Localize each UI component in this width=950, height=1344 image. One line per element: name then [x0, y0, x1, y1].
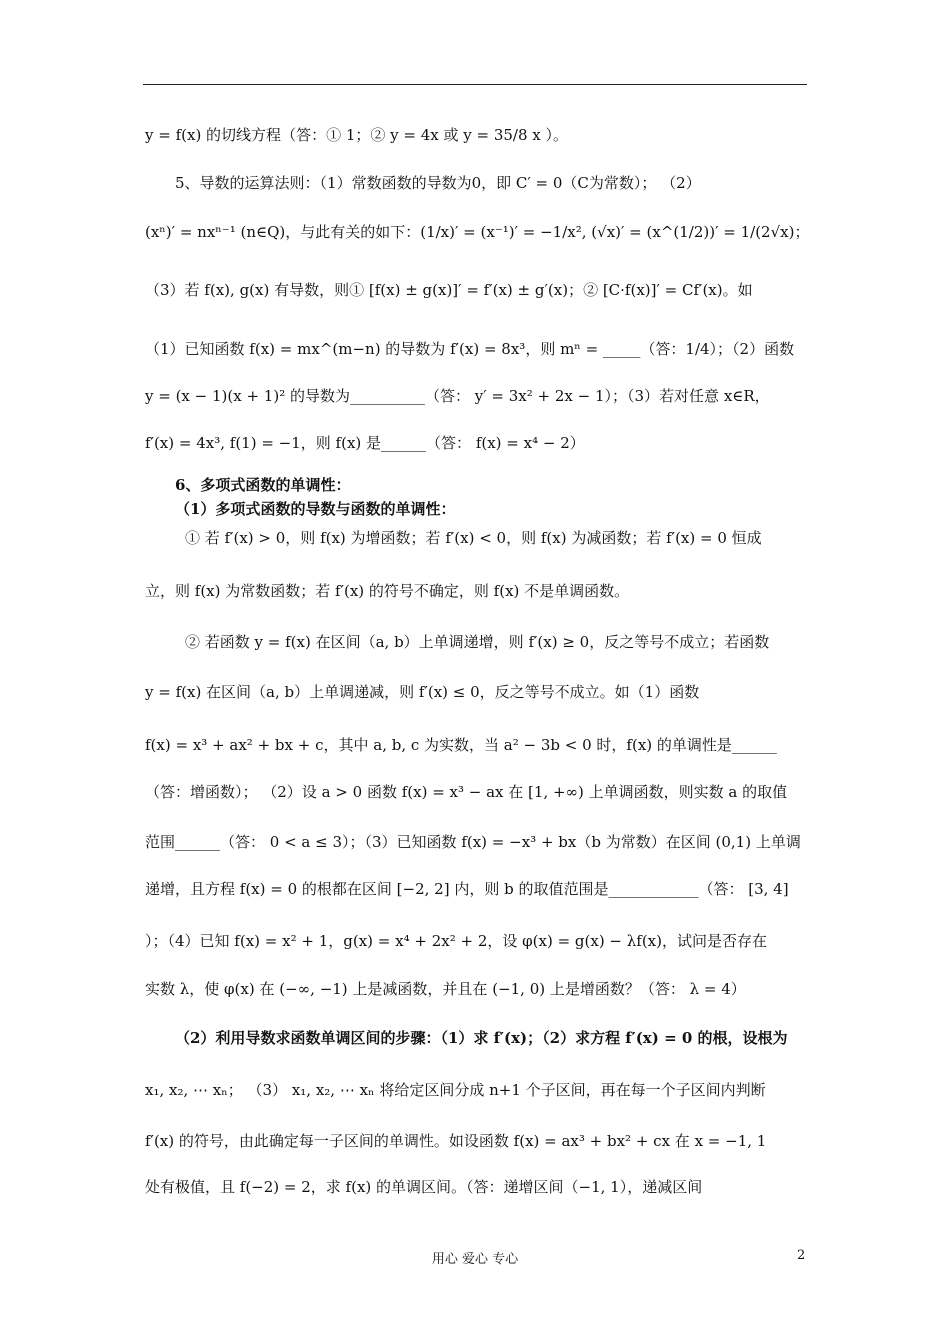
text-line: 处有极值，且 f(−2) = 2，求 f(x) 的单调区间。（答：递增区间（−1, 1），递减区间 [145, 1178, 703, 1196]
text-line: 5、导数的运算法则：（1）常数函数的导数为0，即 C′ = 0（C为常数）； （2） [175, 174, 701, 192]
subsection-heading: （2）利用导数求函数单调区间的步骤：（1）求 f′(x)；（2）求方程 f′(x) = 0 的根，设根为 [175, 1029, 788, 1047]
header-rule [143, 84, 807, 85]
subsection-heading: （1）多项式函数的导数与函数的单调性： [175, 500, 456, 518]
text-line: 递增，且方程 f(x) = 0 的根都在区间 [−2, 2] 内，则 b 的取值范围是____________（答： [3, 4] [145, 880, 789, 898]
text-line: （答：增函数）； （2）设 a > 0 函数 f(x) = x³ − ax 在 [1, +∞) 上单调函数，则实数 a 的取值 [145, 783, 788, 801]
text-line: 实数 λ，使 φ(x) 在 (−∞, −1) 上是减函数，并且在 (−1, 0) 上是增函数？（答： λ = 4） [145, 980, 746, 998]
text-line: y = f(x) 的切线方程（答：① 1；② y = 4x 或 y = 35/8 x ）。 [145, 126, 569, 144]
text-line: ① 若 f′(x) > 0，则 f(x) 为增函数；若 f′(x) < 0，则 f(x) 为减函数；若 f′(x) = 0 恒成 [185, 529, 762, 547]
text-line: x₁, x₂, ⋯ xₙ； （3） x₁, x₂, ⋯ xₙ 将给定区间分成 n+1 个子区间，再在每一个子区间内判断 [145, 1081, 766, 1099]
text-line: f′(x) 的符号，由此确定每一子区间的单调性。如设函数 f(x) = ax³ + bx² + cx 在 x = −1, 1 [145, 1132, 767, 1150]
page-footer: 用心 爱心 专心 [431, 1252, 519, 1267]
text-line: y = (x − 1)(x + 1)² 的导数为__________（答： y′ = 3x² + 2x − 1）；（3）若对任意 x∈R， [145, 387, 770, 405]
text-line: (xⁿ)′ = nxⁿ⁻¹ (n∈Q)，与此有关的如下：(1/x)′ = (x⁻¹)′ = −1/x², (√x)′ = (x^(1/2))′ = 1/(2√x)； [145, 223, 810, 241]
text-line: （3）若 f(x), g(x) 有导数，则① [f(x) ± g(x)]′ = f′(x) ± g′(x)；② [C·f(x)]′ = Cf′(x)。如 [145, 281, 753, 299]
text-line: 范围______（答： 0 < a ≤ 3）；（3）已知函数 f(x) = −x³ + bx（b 为常数）在区间 (0,1) 上单调 [145, 833, 801, 851]
text-line: f(x) = x³ + ax² + bx + c，其中 a, b, c 为实数，当 a² − 3b < 0 时，f(x) 的单调性是______ [145, 736, 777, 754]
page-number: 2 [797, 1248, 806, 1263]
text-line: ）；（4）已知 f(x) = x² + 1，g(x) = x⁴ + 2x² + 2，设 φ(x) = g(x) − λf(x)，试问是否存在 [145, 932, 767, 950]
text-line: ② 若函数 y = f(x) 在区间（a, b）上单调递增，则 f′(x) ≥ 0，反之等号不成立；若函数 [185, 633, 770, 651]
text-line: （1）已知函数 f(x) = mx^(m−n) 的导数为 f′(x) = 8x³，则 mⁿ = _____（答：1/4）；（2）函数 [145, 340, 795, 358]
text-line: f′(x) = 4x³, f(1) = −1，则 f(x) 是______（答： f(x) = x⁴ − 2） [145, 434, 585, 452]
text-line: 立，则 f(x) 为常数函数；若 f′(x) 的符号不确定，则 f(x) 不是单调函数。 [145, 582, 630, 600]
text-line: y = f(x) 在区间（a, b）上单调递减，则 f′(x) ≤ 0，反之等号不成立。如（1）函数 [145, 683, 700, 701]
section-heading: 6、多项式函数的单调性： [175, 476, 351, 494]
